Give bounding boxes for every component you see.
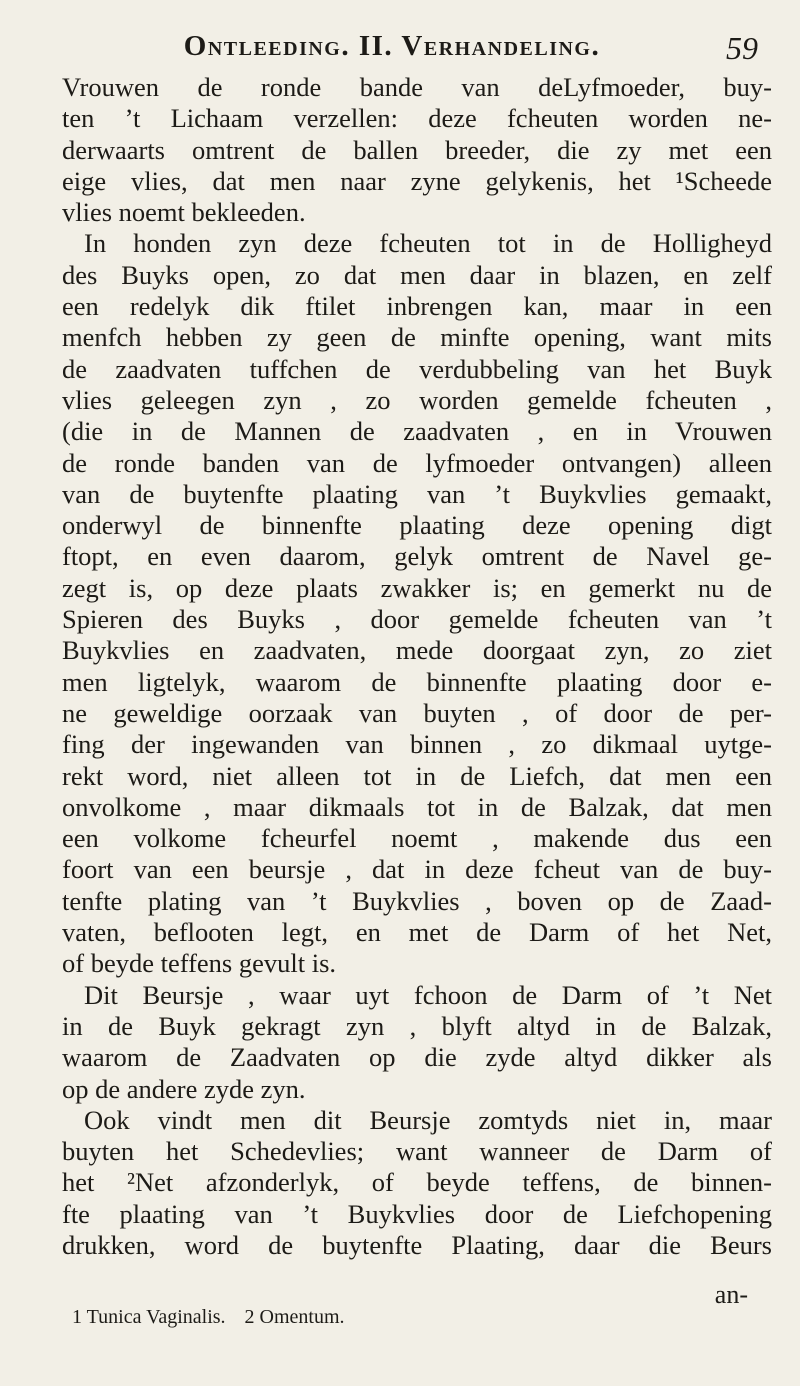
text-line: foort van een beursje , dat in deze fcheut van de buy- [62, 854, 772, 885]
catchword: an- [714, 1280, 748, 1309]
footnote-2: 2 Omentum. [244, 1306, 345, 1328]
text-line: in de Buyk gekragt zyn , blyft altyd in de Balzak, [62, 1010, 772, 1041]
footnote-1: 1 Tunica Vaginalis. [72, 1306, 226, 1328]
body-text [62, 72, 772, 1261]
text-line: Vrouwen de ronde bande van deLyfmoeder, buy- [62, 72, 772, 102]
text-line: buyten het Schedevlies; want wanneer de Darm of [62, 1136, 772, 1167]
footnotes [72, 1306, 359, 1329]
text-line: fing der ingewanden van binnen , zo dikmaal uytge- [62, 729, 772, 760]
text-line: een redelyk dik ftilet inbrengen kan, maar in een [62, 291, 772, 322]
text-line: zegt is, op deze plaats zwakker is; en gemerkt nu de [62, 572, 772, 603]
text-line: ftopt, en even daarom, gelyk omtrent de Navel ge- [62, 541, 772, 572]
text-line: onvolkome , maar dikmaals tot in de Balzak, dat men [62, 791, 772, 822]
running-title: Ontleeding. II. Verhandeling. [183, 30, 601, 62]
text-line: van de buytenfte plaating van ’t Buykvlies gemaakt, [62, 478, 772, 509]
text-line: ten ’t Lichaam verzellen: deze fcheuten worden ne- [62, 103, 772, 134]
text-line: des Buyks open, zo dat men daar in blazen, en zelf [62, 259, 772, 290]
text-line: de zaadvaten tuffchen de verdubbeling van het Buyk [62, 353, 772, 384]
text-line: vaten, beflooten legt, en met de Darm of het Net, [62, 917, 772, 948]
text-line: op de andere zyde zyn. [62, 1073, 306, 1104]
text-line: (die in de Mannen de zaadvaten , en in Vrouwen [62, 416, 772, 447]
text-line: ne geweldige oorzaak van buyten , of door de per- [62, 697, 772, 728]
text-line: drukken, word de buytenfte Plaating, daar die Beurs [62, 1229, 772, 1260]
text-line: waarom de Zaadvaten op die zyde altyd dikker als [62, 1042, 772, 1073]
text-line: Buykvlies en zaadvaten, mede doorgaat zyn, zo ziet [62, 635, 772, 666]
text-line: fte plaating van ’t Buykvlies door de Liefchopening [62, 1198, 772, 1229]
text-line: een volkome fcheurfel noemt , makende dus een [62, 823, 772, 854]
text-line: vlies geleegen zyn , zo worden gemelde fcheuten , [62, 384, 772, 415]
text-line: In honden zyn deze fcheuten tot in de Holligheyd [84, 228, 772, 259]
text-line: rekt word, niet alleen tot in de Liefch, dat men een [62, 760, 772, 791]
text-line: vlies noemt bekleeden. [62, 197, 306, 228]
text-line: Spieren des Buyks , door gemelde fcheuten van ’t [62, 604, 772, 635]
text-line: het ²Net afzonderlyk, of beyde teffens, de binnen- [62, 1167, 772, 1198]
page-number: 59 [726, 30, 758, 66]
text-line: onderwyl de binnenfte plaating deze opening digt [62, 510, 772, 541]
text-line: of beyde teffens gevult is. [62, 948, 337, 979]
text-line: derwaarts omtrent de ballen breeder, die zy met een [62, 134, 772, 165]
text-line: de ronde banden van de lyfmoeder ontvangen) alleen [62, 447, 772, 478]
text-line: Dit Beursje , waar uyt fchoon de Darm of ’t Net [84, 979, 772, 1010]
text-line: men ligtelyk, waarom de binnenfte plaating door e- [62, 666, 772, 697]
text-line: eige vlies, dat men naar zyne gelykenis, het ¹Scheede [62, 165, 772, 196]
text-line: menfch hebben zy geen de minfte opening, want mits [62, 322, 772, 353]
text-line: tenfte plating van ’t Buykvlies , boven op de Zaad- [62, 885, 772, 916]
text-line: Ook vindt men dit Beursje zomtyds niet in, maar [84, 1104, 772, 1135]
